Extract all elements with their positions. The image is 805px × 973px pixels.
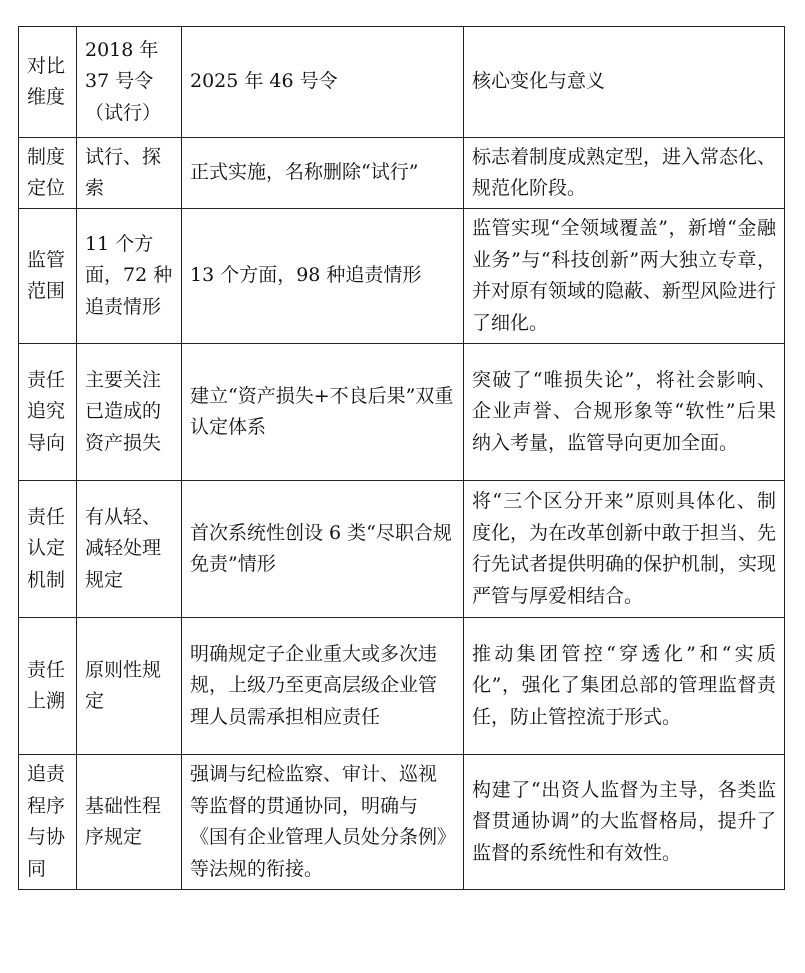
row-dimension: 监管范围: [19, 209, 77, 344]
header-row: [19, 27, 785, 138]
row-dimension: 责任认定机制: [19, 481, 77, 618]
row-2018: 有从轻、减轻处理规定: [77, 481, 182, 618]
row-2018: 基础性程序规定: [77, 755, 182, 890]
header-2018-number: 37 号令: [85, 70, 154, 93]
row-dimension: 责任追究导向: [19, 344, 77, 481]
row-2025: 首次系统性创设 6 类“尽职合规免责”情形: [182, 481, 464, 618]
row-change: 推动集团管控“穿透化”和“实质化”，强化了集团总部的管理监督责任，防止管控流于形式。: [464, 618, 785, 755]
header-2025-order: 2025 年 46 号令: [182, 27, 464, 138]
row-2025: 强调与纪检监察、审计、巡视等监督的贯通协同，明确与《国有企业管理人员处分条例》等法规的衔接。: [182, 755, 464, 890]
header-2018-trial: （试行）: [85, 101, 162, 124]
table-row: [19, 618, 785, 755]
row-2018: 11 个方面，72 种追责情形: [77, 209, 182, 344]
row-change: 标志着制度成熟定型，进入常态化、规范化阶段。: [464, 138, 785, 209]
row-change: 监管实现“全领域覆盖”，新增“金融业务”与“科技创新”两大独立专章，并对原有领域的隐蔽、新型风险进行了细化。: [464, 209, 785, 344]
header-dimension: 对比维度: [19, 27, 77, 138]
header-2018-order: [77, 27, 182, 138]
row-2018: 试行、探索: [77, 138, 182, 209]
row-dimension: 追责程序与协同: [19, 755, 77, 890]
table-row: [19, 209, 785, 344]
header-2018-year: 2018 年: [85, 38, 159, 61]
row-change: 突破了“唯损失论”，将社会影响、企业声誉、合规形象等“软性”后果纳入考量，监管导向更加全面。: [464, 344, 785, 481]
row-dimension: 责任上溯: [19, 618, 77, 755]
row-2025: 正式实施，名称删除“试行”: [182, 138, 464, 209]
header-core-change: 核心变化与意义: [464, 27, 785, 138]
row-2025: 明确规定子企业重大或多次违规，上级乃至更高层级企业管理人员需承担相应责任: [182, 618, 464, 755]
row-2025: 建立“资产损失+不良后果”双重认定体系: [182, 344, 464, 481]
row-2018: 原则性规定: [77, 618, 182, 755]
row-change: 将“三个区分开来”原则具体化、制度化，为在改革创新中敢于担当、先行先试者提供明确的保护机制，实现严管与厚爱相结合。: [464, 481, 785, 618]
comparison-table: [18, 26, 785, 890]
table-row: [19, 755, 785, 890]
table-row: [19, 481, 785, 618]
table-row: [19, 138, 785, 209]
row-change: 构建了“出资人监督为主导，各类监督贯通协调”的大监督格局，提升了监督的系统性和有效性。: [464, 755, 785, 890]
row-2018: 主要关注已造成的资产损失: [77, 344, 182, 481]
row-dimension: 制度定位: [19, 138, 77, 209]
row-2025: 13 个方面，98 种追责情形: [182, 209, 464, 344]
table-row: [19, 344, 785, 481]
